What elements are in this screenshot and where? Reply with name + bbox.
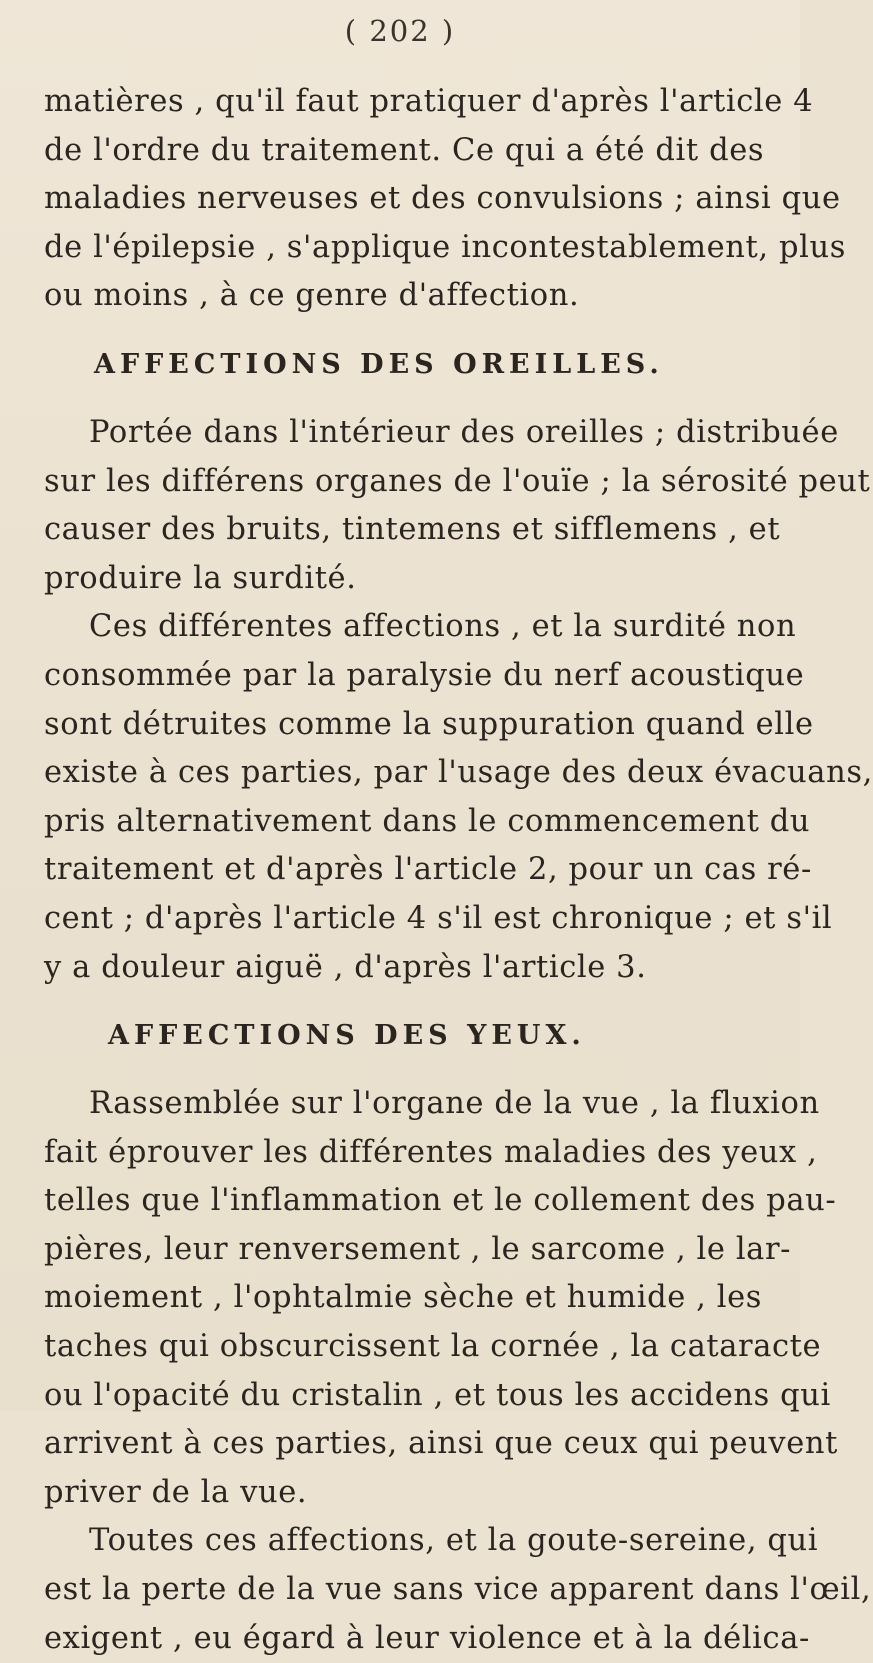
text-line: Rassemblée sur l'organe de la vue , la fluxion: [89, 1086, 820, 1122]
text-line: Portée dans l'intérieur des oreilles ; distribuée: [89, 414, 839, 450]
text-line: arrivent à ces parties, ainsi que ceux qui peuvent: [44, 1426, 839, 1462]
section-heading-eyes: AFFECTIONS DES YEUX.: [108, 1020, 586, 1052]
text-line: Ces différentes affections , et la surdité non: [89, 609, 797, 645]
text-line: traitement et d'après l'article 2, pour un cas ré-: [44, 852, 812, 888]
text-line: pières, leur renversement , le sarcome , le lar-: [44, 1231, 792, 1267]
text-line: priver de la vue.: [44, 1474, 308, 1510]
paragraph-ears-2: [44, 603, 873, 992]
text-line: maladies nerveuses et des convulsions ; ainsi que: [44, 181, 841, 217]
text-line: Toutes ces affections, et la goute-sereine, qui: [89, 1523, 819, 1559]
section-heading-ears: AFFECTIONS DES OREILLES.: [94, 348, 664, 380]
text-line: est la perte de la vue sans vice apparent dans l'œil,: [44, 1572, 872, 1608]
text-line: moiement , l'ophtalmie sèche et humide , les: [44, 1280, 762, 1316]
text-line: fait éprouver les différentes maladies des yeux ,: [44, 1134, 818, 1170]
text-line: taches qui obscurcissent la cornée , la cataracte: [44, 1329, 822, 1365]
paragraph-intro: [44, 78, 846, 321]
text-line: pris alternativement dans le commencement du: [44, 803, 811, 839]
text-line: cent ; d'après l'article 4 s'il est chronique ; et s'il: [44, 900, 833, 936]
text-line: consommée par la paralysie du nerf acoustique: [44, 657, 805, 693]
text-line: de l'ordre du traitement. Ce qui a été dit des: [44, 132, 765, 168]
paragraph-ears-1: [44, 409, 871, 603]
text-line: ou moins , à ce genre d'affection.: [44, 278, 580, 314]
text-line: matières , qu'il faut pratiquer d'après l'article 4: [44, 84, 814, 119]
text-line: ou l'opacité du cristalin , et tous les accidens qui: [44, 1377, 831, 1413]
text-line: sont détruites comme la suppuration quand elle: [44, 706, 814, 742]
text-line: existe à ces parties, par l'usage des deux évacuans,: [44, 755, 873, 791]
text-line: sur les différens organes de l'ouïe ; la sérosité peut: [44, 463, 871, 499]
text-line: telles que l'inflammation et le collement des pau-: [44, 1183, 837, 1219]
text-line: produire la surdité.: [44, 560, 357, 596]
text-line: exigent , eu égard à leur violence et à la délica-: [44, 1620, 810, 1656]
text-line: y a douleur aiguë , d'après l'article 3.: [44, 949, 647, 985]
page-body: [44, 78, 873, 1663]
paragraph-eyes-2: [44, 1517, 872, 1663]
text-line: causer des bruits, tintemens et sifflemens , et: [44, 512, 781, 548]
paragraph-eyes-1: [44, 1080, 839, 1517]
text-line: de l'épilepsie , s'applique incontestablement, plus: [44, 229, 846, 265]
page-number: ( 202 ): [344, 14, 456, 48]
